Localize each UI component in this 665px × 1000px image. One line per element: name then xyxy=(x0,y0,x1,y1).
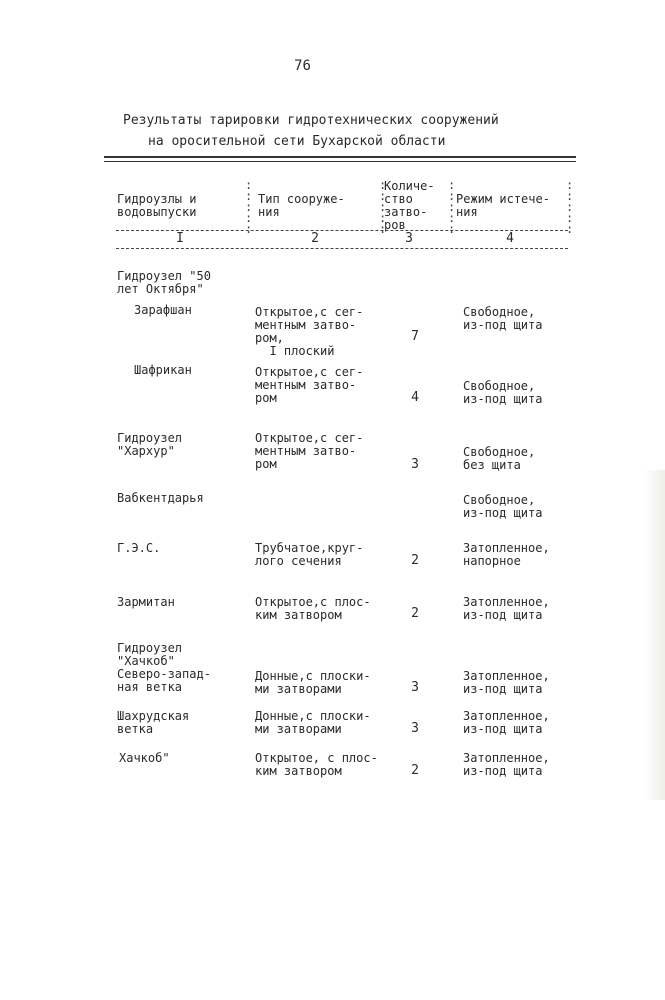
table-row-name: Зармитан xyxy=(117,595,175,609)
table-row-mode: Затопленное, из-под щита xyxy=(463,709,550,736)
table-row-name: Гидроузел "50 лет Октября" xyxy=(117,269,211,296)
scan-edge-shadow xyxy=(643,470,665,800)
table-row-mode: Затопленное, из-под щита xyxy=(463,669,550,696)
header-separator: : : : : : xyxy=(245,178,253,236)
table-row-mode: Свободное, из-под щита xyxy=(463,493,543,520)
table-row-name: Гидроузел "Хачкоб" Северо-запад- ная ветка xyxy=(117,641,211,694)
column-number-1: I xyxy=(176,231,184,246)
table-row-mode: Свободное, из-под щита xyxy=(463,305,543,332)
table-row-name: Шафрикан xyxy=(134,363,192,377)
header-col-structure-type: Тип сооруже- ния xyxy=(258,192,345,219)
title-line-1: Результаты тарировки гидротехнических сооружений xyxy=(123,113,499,128)
table-row-qty: 7 xyxy=(411,329,419,344)
table-row-name: Хачкоб" xyxy=(119,751,170,765)
title-line-2: на оросительной сети Бухарской области xyxy=(148,134,446,149)
table-row-type: Донные,с плоски- ми затворами xyxy=(255,709,371,736)
table-row-mode: Свободное, из-под щита xyxy=(463,379,543,406)
table-row-mode: Затопленное, напорное xyxy=(463,541,550,568)
table-top-rule-2 xyxy=(104,161,576,162)
column-number-2: 2 xyxy=(311,231,319,246)
table-row-mode: Затопленное, из-под щита xyxy=(463,595,550,622)
header-dash-line-bottom xyxy=(116,248,568,249)
table-row-mode: Свободное, без щита xyxy=(463,445,536,472)
header-separator: : : : : : xyxy=(379,178,387,236)
table-row-qty: 4 xyxy=(411,390,419,405)
table-row-name: Зарафшан xyxy=(134,303,192,317)
header-separator: : : : : : xyxy=(566,178,574,236)
table-row-type: Трубчатое,круг- лого сечения xyxy=(255,541,364,568)
page-number: 76 xyxy=(294,58,311,74)
table-row-qty: 3 xyxy=(411,721,419,736)
header-col-gate-count: Количе- ство затво- ров xyxy=(384,179,435,232)
table-row-qty: 2 xyxy=(411,553,419,568)
table-row-name: Г.Э.С. xyxy=(117,541,161,555)
document-title xyxy=(120,110,560,152)
table-row-name: Гидроузел "Хархур" xyxy=(117,431,183,458)
column-number-3: 3 xyxy=(405,231,413,246)
column-number-4: 4 xyxy=(506,231,514,246)
table-row-type: Открытое,с сег- ментным затво- ром xyxy=(255,365,364,405)
table-row-name: Шахрудская ветка xyxy=(117,709,190,736)
table-row-mode: Затопленное, из-под щита xyxy=(463,751,550,778)
table-row-type: Открытое,с плос- ким затвором xyxy=(255,595,371,622)
table-row-type: Открытое,с сег- ментным затво- ром, I плоский xyxy=(255,305,364,358)
table-row-type: Донные,с плоски- ми затворами xyxy=(255,669,371,696)
header-col-hydrounits: Гидроузлы и водовыпуски xyxy=(117,192,197,219)
table-row-qty: 2 xyxy=(411,606,419,621)
header-separator: : : : : : xyxy=(448,178,456,236)
table-row-qty: 3 xyxy=(411,457,419,472)
table-row-type: Открытое, с плос- ким затвором xyxy=(255,751,378,778)
table-top-rule xyxy=(104,156,576,158)
table-row-name: Вабкентдарья xyxy=(117,491,204,505)
table-row-qty: 2 xyxy=(411,763,419,778)
table-row-qty: 3 xyxy=(411,680,419,695)
table-row-type: Открытое,с сег- ментным затво- ром xyxy=(255,431,364,471)
header-col-flow-mode: Режим истече- ния xyxy=(456,192,550,219)
